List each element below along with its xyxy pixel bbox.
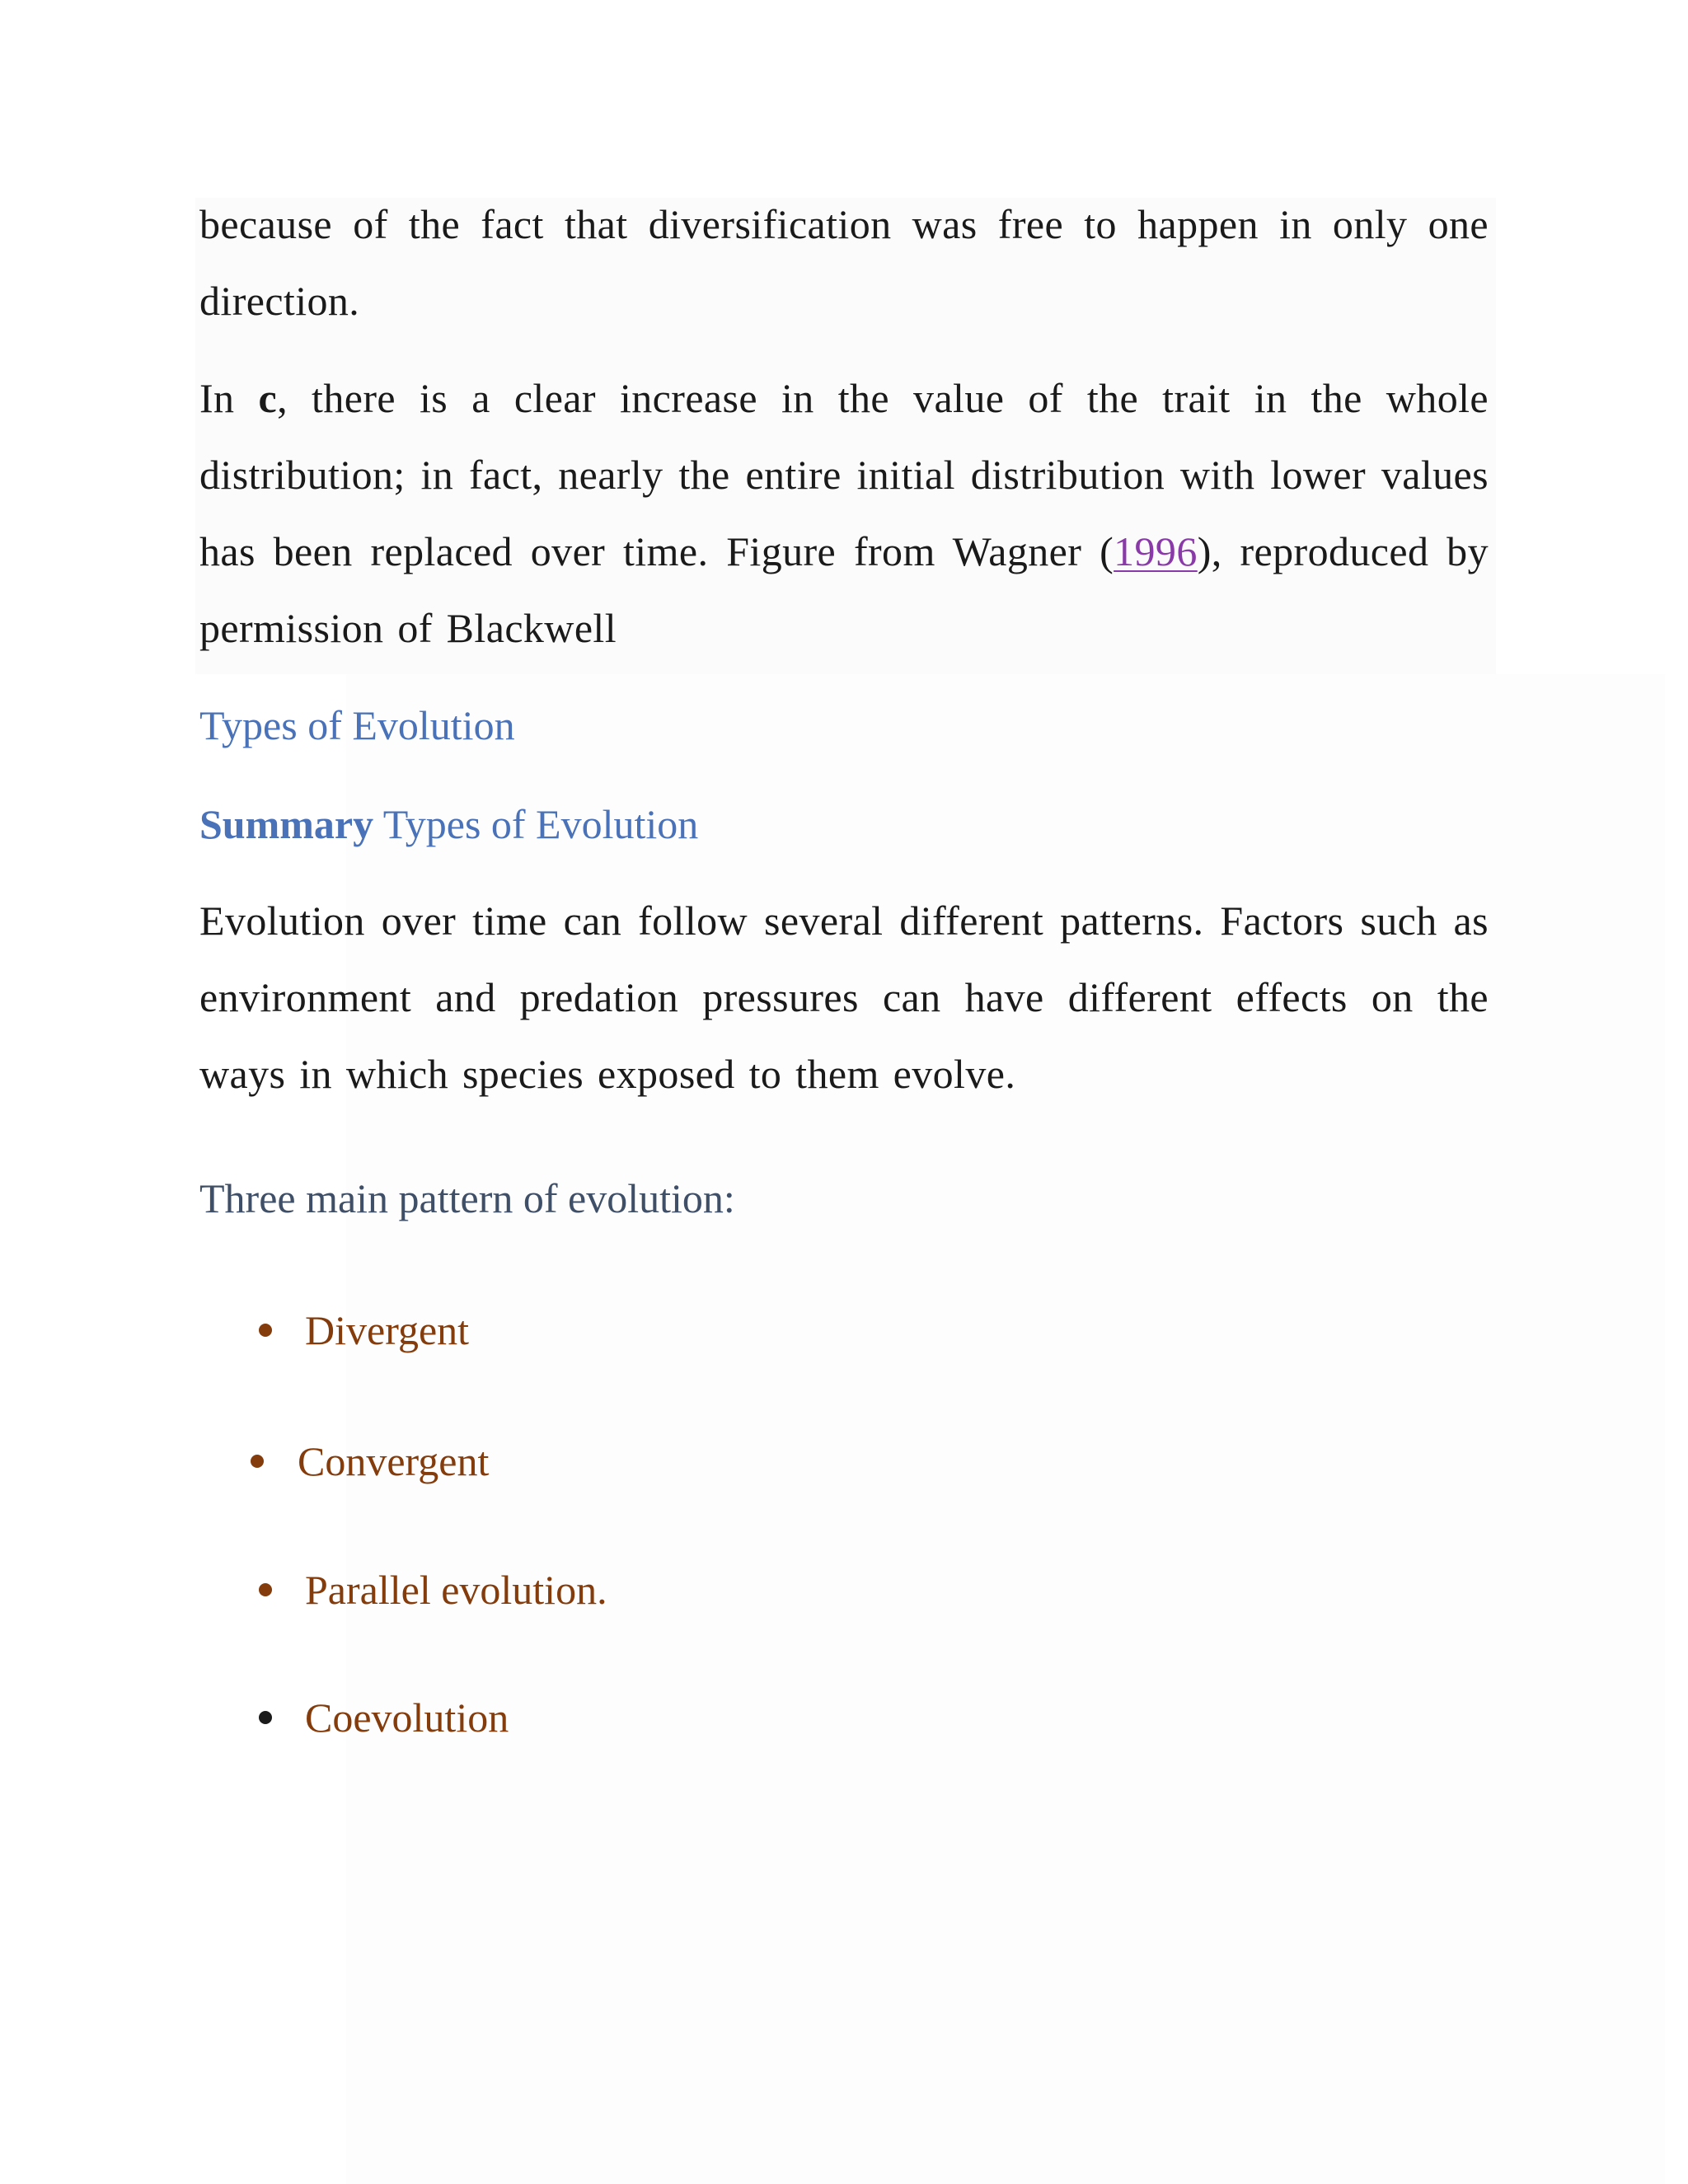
caption-text-after: ), reproduced by permission of Blackwell [199, 528, 1489, 651]
summary-heading-strong: Summary [199, 801, 374, 847]
bullet-icon [251, 1455, 264, 1468]
list-item-label: Parallel evolution. [305, 1567, 607, 1613]
section-heading: Types of Evolution [199, 702, 515, 748]
list-item-label: Divergent [305, 1307, 470, 1353]
list-item-label: Convergent [298, 1438, 490, 1484]
caption-bold-label: c [258, 375, 278, 421]
bullet-icon [259, 1583, 272, 1596]
bullet-icon [259, 1711, 272, 1724]
list-item-label: Coevolution [305, 1694, 509, 1741]
body-paragraph: Evolution over time can follow several different patterns. Factors such as environment and predation pressures can have different effects on the ways in which species exposed to them evolve. [199, 898, 1489, 1097]
caption-text-middle: , there is a clear increase in the value of the trait in the whole distribution; in fact, nearly the entire initial distribution with lower values has been replaced over time. Figure from Wagner ( [199, 375, 1489, 574]
caption-text-before: In [199, 375, 259, 421]
summary-heading [199, 799, 698, 849]
bullet-icon [259, 1324, 272, 1337]
list-intro-heading: Three main pattern of evolution: [199, 1175, 735, 1221]
caption-paragraph-continued: because of the fact that diversification was free to happen in only one direction. [199, 201, 1489, 324]
summary-heading-rest: Types of Evolution [373, 801, 699, 847]
caption-paragraph-c [199, 360, 1489, 667]
citation-link[interactable]: 1996 [1114, 528, 1198, 574]
